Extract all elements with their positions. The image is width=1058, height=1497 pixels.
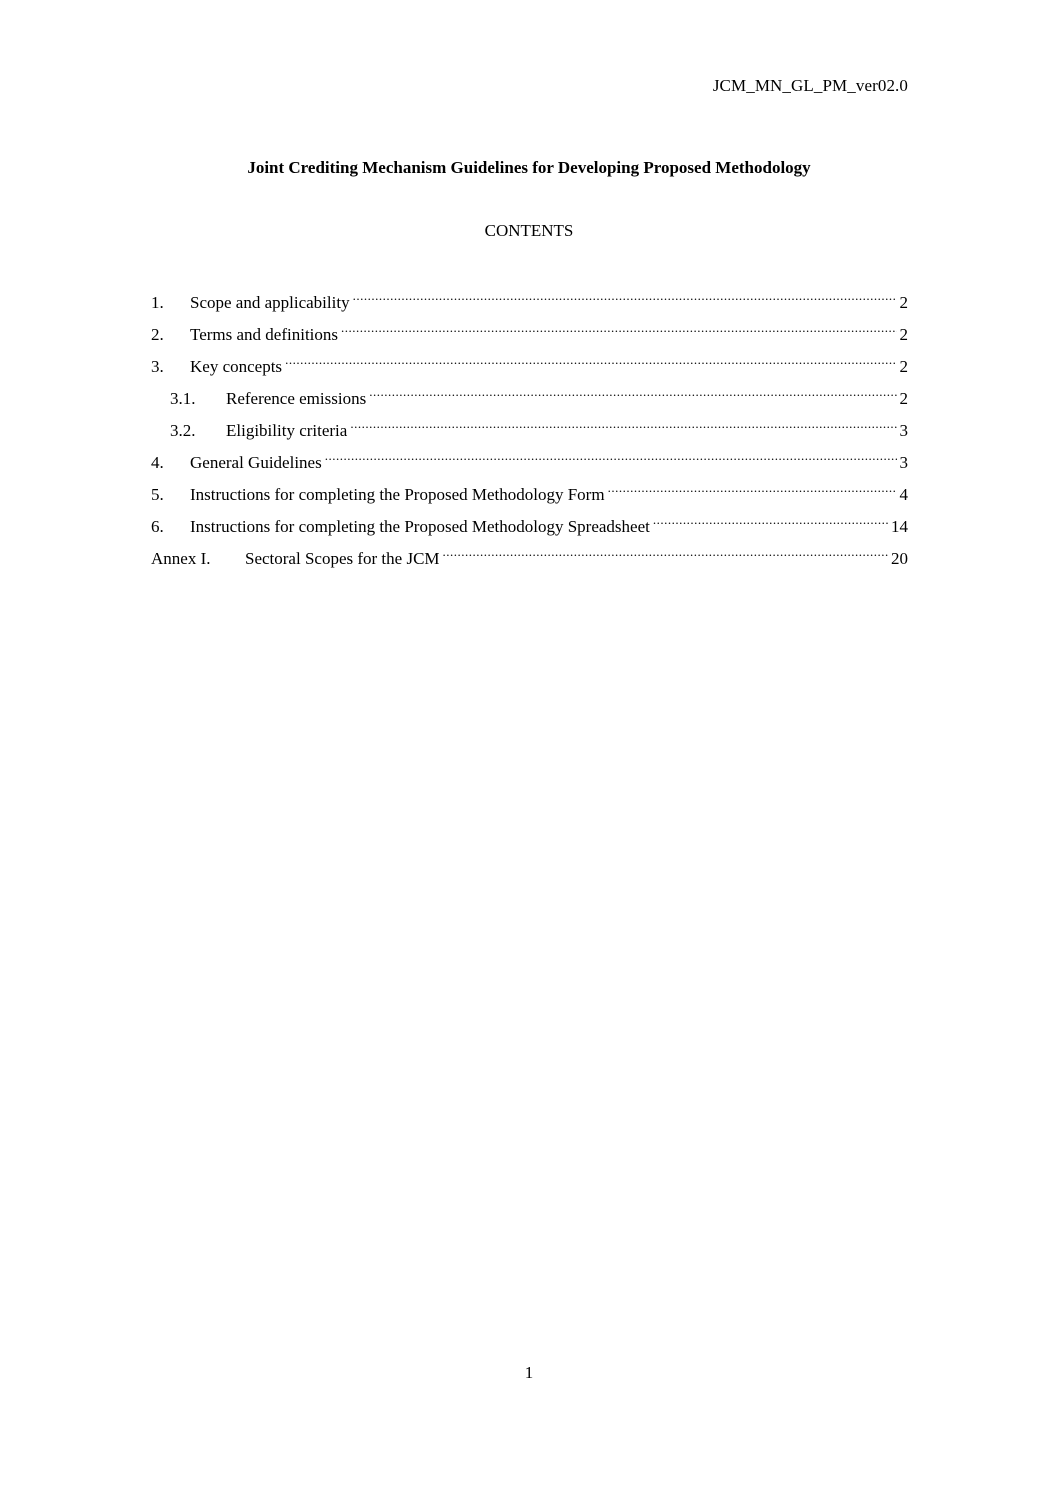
toc-entry-eligibility-criteria[interactable] xyxy=(151,412,908,444)
toc-entry-general-guidelines[interactable] xyxy=(151,444,908,476)
toc-label: Instructions for completing the Proposed Methodology Spreadsheet xyxy=(190,517,650,536)
toc-page-number: 2 xyxy=(899,357,908,376)
toc-entry-key-concepts[interactable] xyxy=(151,348,908,380)
toc-number: 2. xyxy=(151,325,164,344)
toc-page-number: 3 xyxy=(899,421,908,440)
document-id: JCM_MN_GL_PM_ver02.0 xyxy=(712,76,908,95)
toc-dot-leader xyxy=(353,284,897,308)
toc-dot-leader xyxy=(443,540,888,564)
toc-dot-leader xyxy=(285,348,896,372)
toc-dot-leader xyxy=(325,444,897,468)
toc-label: Reference emissions xyxy=(226,389,367,408)
toc-label: General Guidelines xyxy=(190,453,322,472)
toc-number: 6. xyxy=(151,517,164,536)
toc-entry-terms[interactable] xyxy=(151,316,908,348)
toc-page-number: 3 xyxy=(899,453,908,472)
toc-entry-scope[interactable] xyxy=(151,284,908,316)
toc-dot-leader xyxy=(350,412,896,436)
toc-number: 5. xyxy=(151,485,164,504)
toc-page-number: 14 xyxy=(891,517,908,536)
toc-label: Eligibility criteria xyxy=(226,421,348,440)
toc-page-number: 2 xyxy=(899,293,908,312)
toc-number: 3.2. xyxy=(170,421,196,440)
toc-number: 4. xyxy=(151,453,164,472)
toc-page-number: 20 xyxy=(891,549,908,568)
toc-entry-annex-sectoral-scopes[interactable] xyxy=(151,540,908,572)
toc-entry-form-instructions[interactable] xyxy=(151,476,908,508)
toc-dot-leader xyxy=(369,380,896,404)
toc-dot-leader xyxy=(608,476,897,500)
toc-dot-leader xyxy=(653,508,888,532)
toc-label: Terms and definitions xyxy=(190,325,339,344)
toc-entry-spreadsheet-instructions[interactable] xyxy=(151,508,908,540)
toc-page-number: 4 xyxy=(899,485,908,504)
table-of-contents xyxy=(151,284,908,572)
toc-number: 1. xyxy=(151,293,164,312)
toc-dot-leader xyxy=(341,316,896,340)
document-title: Joint Crediting Mechanism Guidelines for Developing Proposed Methodology xyxy=(247,158,811,177)
toc-page-number: 2 xyxy=(899,325,908,344)
toc-label: Instructions for completing the Proposed Methodology Form xyxy=(190,485,605,504)
toc-number: 3.1. xyxy=(170,389,196,408)
contents-heading: CONTENTS xyxy=(484,221,574,240)
toc-entry-reference-emissions[interactable] xyxy=(151,380,908,412)
toc-label: Sectoral Scopes for the JCM xyxy=(245,549,440,568)
page-number: 1 xyxy=(524,1363,534,1382)
toc-label: Key concepts xyxy=(190,357,283,376)
toc-page-number: 2 xyxy=(899,389,908,408)
toc-label: Scope and applicability xyxy=(190,293,350,312)
toc-number: 3. xyxy=(151,357,164,376)
toc-number: Annex I. xyxy=(151,549,211,568)
